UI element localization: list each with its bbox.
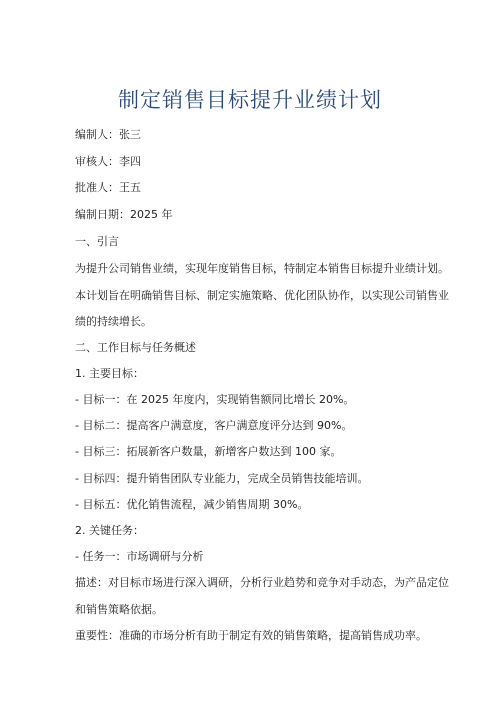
- main-goals-heading: 1. 主要目标：: [75, 367, 144, 380]
- task-importance: 重要性：准确的市场分析有助于制定有效的销售策略，提高销售成功率。: [75, 629, 427, 642]
- goal-item: - 目标三：拓展新客户数量，新增客户数达到 100 家。: [75, 445, 342, 458]
- task-description-line1: 描述：对目标市场进行深入调研，分析行业趋势和竞争对手动态，为产品定位: [75, 576, 449, 589]
- meta-editor: 编制人：张三: [75, 128, 141, 141]
- section2-heading: 二、工作目标与任务概述: [75, 341, 196, 354]
- task-description-line2: 和销售策略依据。: [75, 603, 163, 616]
- meta-date: 编制日期：2025 年: [75, 208, 173, 221]
- section1-para2-line1: 本计划旨在明确销售目标、制定实施策略、优化团队协作，以实现公司销售业: [75, 289, 449, 302]
- section1-heading: 一、引言: [75, 235, 119, 248]
- goal-item: - 目标一：在 2025 年度内，实现销售额同比增长 20%。: [75, 393, 355, 406]
- meta-reviewer: 审核人：李四: [75, 155, 141, 168]
- key-tasks-heading: 2. 关键任务：: [75, 524, 144, 537]
- task-item: - 任务一：市场调研与分析: [75, 550, 204, 563]
- section1-para1: 为提升公司销售业绩，实现年度销售目标，特制定本销售目标提升业绩计划。: [75, 262, 449, 275]
- goal-item: - 目标四：提升销售团队专业能力，完成全员销售技能培训。: [75, 472, 369, 485]
- document-title: 制定销售目标提升业绩计划: [118, 88, 382, 112]
- goal-item: - 目标二：提高客户满意度，客户满意度评分达到 90%。: [75, 419, 353, 432]
- meta-approver: 批准人：王五: [75, 181, 141, 194]
- goal-item: - 目标五：优化销售流程，减少销售周期 30%。: [75, 498, 309, 511]
- section1-para2-line2: 绩的持续增长。: [75, 315, 152, 328]
